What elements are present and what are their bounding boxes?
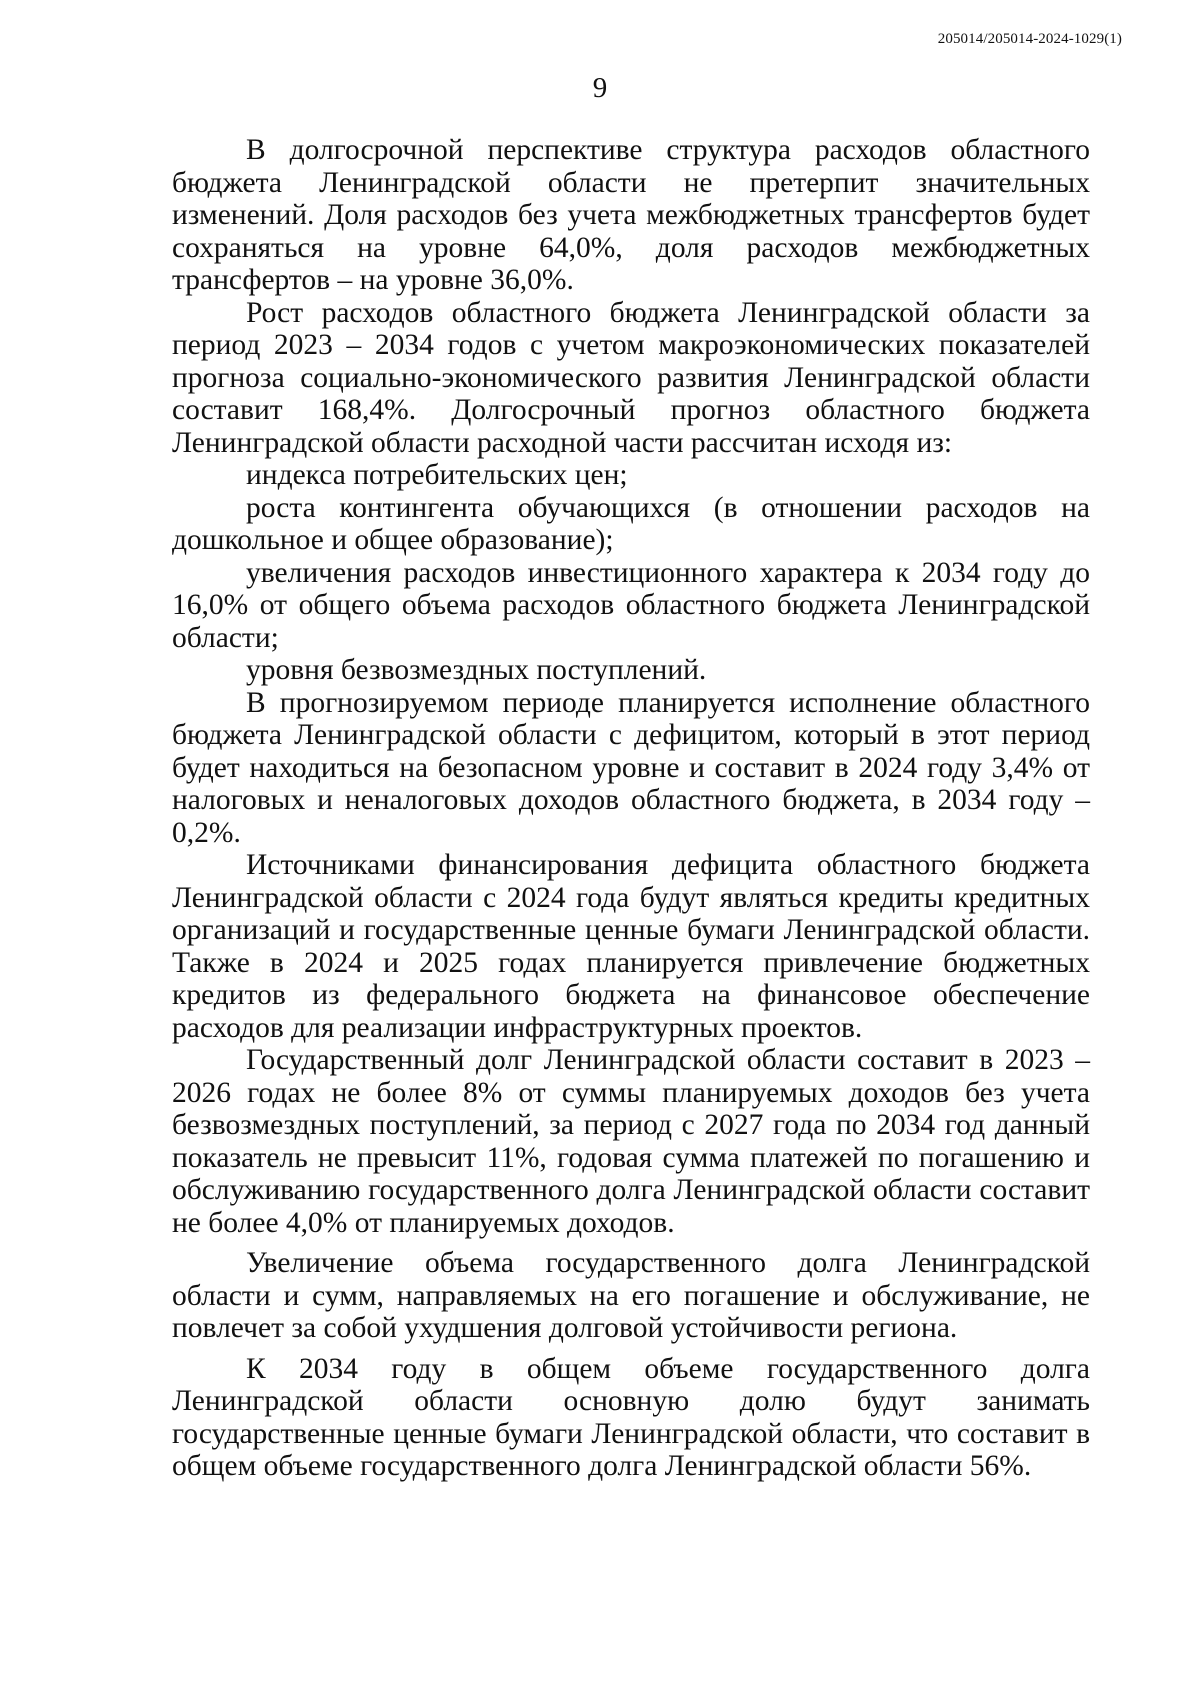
list-item-consumer-price-index: индекса потребительских цен; [246,459,628,491]
paragraph-debt-sustainability: Увеличение объема государственного долга Ленинградской области и сумм, направляемых на его погашение и обслуживание, не повлечет за собой ухудшения долговой устойчивости региона. [172,1247,1090,1344]
list-item-student-contingent: роста контингента обучающихся (в отношении расходов на дошкольное и общее образование); [172,491,1090,556]
document-body [172,134,1090,1483]
paragraph-deficit-financing: Источниками финансирования дефицита областного бюджета Ленинградской области с 2024 года будут являться кредиты кредитных организаций и государственные ценные бумаги Ленинградской области. Также в 2024 и 2025 годах планируется привлечение бюджетных кредитов из федерального бюджета на финансовое обеспечение расходов для реализации инфраструктурных проектов. [172,849,1090,1044]
document-id: 205014/205014-2024-1029(1) [937,31,1122,47]
list-item-gratuitous-receipts: уровня безвозмездных поступлений. [246,654,707,686]
paragraph-debt-structure-2034: К 2034 году в общем объеме государственного долга Ленинградской области основную долю будут занимать государственные ценные бумаги Ленинградской области, что составит в общем объеме государственного долга Ленинградской области 56%. [172,1352,1090,1482]
paragraph-state-debt: Государственный долг Ленинградской области составит в 2023 – 2026 годах не более 8% от суммы планируемых доходов без учета безвозмездных поступлений, за период с 2027 года по 2034 год данный показатель не превысит 11%, годовая сумма платежей по погашению и обслуживанию государственного долга Ленинградской области составит не более 4,0% от планируемых доходов. [172,1044,1090,1239]
paragraph-expenditure-structure: В долгосрочной перспективе структура расходов областного бюджета Ленинградской области не претерпит значительных изменений. Доля расходов без учета межбюджетных трансфертов будет сохраняться на уровне 64,0%, доля расходов межбюджетных трансфертов – на уровне 36,0%. [172,134,1090,296]
paragraph-expenditure-growth: Рост расходов областного бюджета Ленинградской области за период 2023 – 2034 годов с учетом макроэкономических показателей прогноза социально-экономического развития Ленинградской области составит 168,4%. Долгосрочный прогноз областного бюджета Ленинградской области расходной части рассчитан исходя из: [172,296,1090,459]
paragraph-budget-deficit: В прогнозируемом периоде планируется исполнение областного бюджета Ленинградской области с дефицитом, который в этот период будет находиться на безопасном уровне и составит в 2024 году 3,4% от налоговых и неналоговых доходов областного бюджета, в 2034 году – 0,2%. [172,686,1090,849]
list-item-investment-expenses: увеличения расходов инвестиционного характера к 2034 году до 16,0% от общего объема расходов областного бюджета Ленинградской области; [172,556,1090,654]
page-number: 9 [592,72,608,104]
